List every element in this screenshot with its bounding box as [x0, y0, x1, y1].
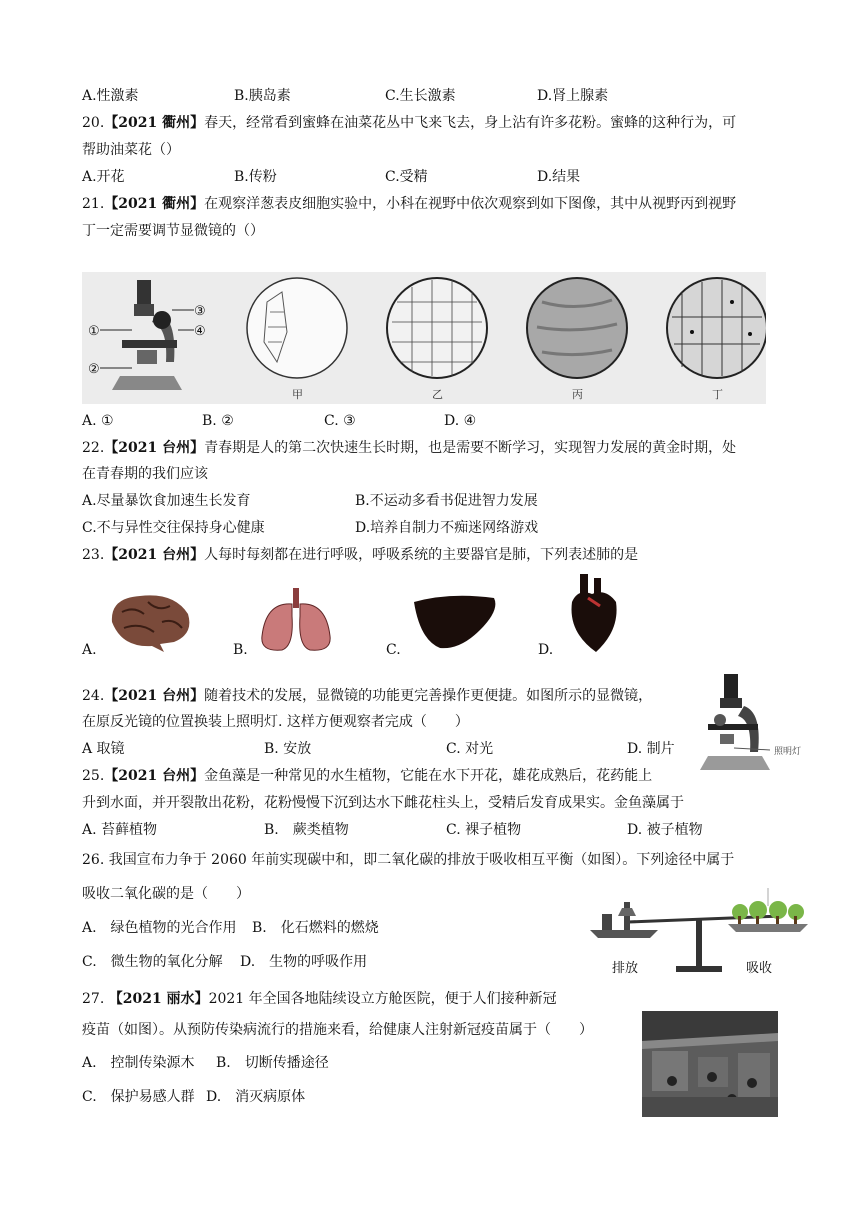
q26-line1	[82, 851, 734, 869]
organ-option-a: A.	[82, 642, 97, 658]
organ-option-c: C.	[386, 642, 401, 658]
option-c: C. 裸子植物	[446, 822, 522, 838]
q22-line1	[82, 439, 736, 457]
question-number: 27.	[82, 991, 105, 1007]
question-text: 春天，经常看到蜜蜂在油菜花丛中飞来飞去，身上沾有许多花粉。蜜蜂的这种行为，可	[204, 115, 737, 131]
option-c: C.受精	[385, 169, 428, 185]
question-number: 26.	[82, 852, 105, 868]
question-text: 随着技术的发展，显微镜的功能更完善操作更便捷。如图所示的显微镜，	[204, 688, 653, 704]
option-b: B. 安放	[264, 741, 312, 757]
question-tag: 【2021 台州】	[104, 768, 205, 784]
q27-line1	[82, 990, 557, 1008]
option-d: D.培养自制力不痴迷网络游戏	[355, 520, 539, 536]
question-number: 24.	[82, 688, 105, 704]
question-tag: 【2021 台州】	[104, 440, 205, 456]
option-c: C. ③	[324, 413, 356, 429]
view-label-yi: 乙	[432, 388, 443, 401]
option-a: A. 控制传染源木	[82, 1055, 195, 1071]
q25-line1	[82, 767, 652, 785]
question-text: 青春期是人的第二次快速生长时期，也是需要不断学习，实现智力发展的黄金时期，处	[204, 440, 737, 456]
option-a: A.开花	[82, 169, 125, 185]
option-c: C. 微生物的氧化分解	[82, 954, 223, 970]
q22-line2: 在青春期的我们应该	[82, 466, 208, 482]
q24-line2: 在原反光镜的位置换装上照明灯. 这样方便观察者完成（ ）	[82, 714, 469, 730]
q20-line1	[82, 114, 736, 132]
question-tag: 【2021 丽水】	[108, 991, 209, 1007]
organ-option-b: B.	[233, 642, 248, 658]
option-a: A.性激素	[82, 88, 139, 104]
option-b: B. 蕨类植物	[264, 822, 349, 838]
lamp-label: 照明灯	[774, 747, 802, 757]
question-text: 人每时每刻都在进行呼吸，呼吸系统的主要器官是肺，下列表述肺的是	[204, 547, 639, 563]
q21-line2: 丁一定需要调节显微镜的（）	[82, 223, 264, 239]
view-label-ding: 丁	[712, 388, 723, 401]
emission-label: 排放	[612, 961, 639, 976]
option-c: C. 保护易感人群	[82, 1089, 195, 1105]
option-b: B.传粉	[234, 169, 277, 185]
label-4: ④	[194, 324, 206, 339]
option-d: D. 被子植物	[627, 822, 703, 838]
option-b: B. ②	[202, 413, 234, 429]
question-number: 21.	[82, 196, 105, 212]
option-d: D.肾上腺素	[537, 88, 609, 104]
option-d: D. ④	[444, 413, 477, 429]
view-label-bing: 丙	[572, 388, 583, 401]
option-a: A. ①	[82, 413, 114, 429]
option-b: B. 化石燃料的燃烧	[252, 920, 379, 936]
option-b: B.不运动多看书促进智力发展	[355, 493, 538, 509]
question-number: 23.	[82, 547, 105, 563]
liver-image	[410, 590, 500, 652]
option-a: A.尽量暴饮食加速生长发育	[82, 493, 251, 509]
brain-image	[104, 588, 194, 652]
option-d: D. 消灭病原体	[206, 1089, 306, 1105]
option-b: B. 切断传播途径	[216, 1055, 329, 1071]
option-b: B.胰岛素	[234, 88, 291, 104]
question-text: 2021 年全国各地陆续设立方舱医院，便于人们接种新冠	[208, 991, 557, 1007]
microscope-lamp-image	[690, 672, 814, 780]
question-text: 金鱼藻是一种常见的水生植物，它能在水下开花，雄花成熟后，花药能上	[204, 768, 653, 784]
question-tag: 【2021 衢州】	[104, 115, 205, 131]
question-tag: 【2021 台州】	[104, 688, 205, 704]
question-number: 22.	[82, 440, 105, 456]
q21-line1	[82, 195, 736, 213]
lung-image	[256, 586, 336, 656]
question-number: 25.	[82, 768, 105, 784]
q23-line1	[82, 546, 638, 564]
option-c: C.生长激素	[385, 88, 456, 104]
option-c: C.不与异性交往保持身心健康	[82, 520, 265, 536]
label-3: ③	[194, 304, 206, 319]
option-d: D.结果	[537, 169, 581, 185]
option-d: D. 制片	[627, 741, 675, 757]
microscope-views-figure	[82, 272, 766, 404]
question-tag: 【2021 衢州】	[104, 196, 205, 212]
option-a: A. 苔藓植物	[82, 822, 158, 838]
q20-line2: 帮助油菜花（）	[82, 142, 180, 158]
label-2: ②	[88, 362, 100, 377]
question-tag: 【2021 台州】	[104, 547, 205, 563]
carbon-balance-image	[588, 886, 810, 982]
option-d: D. 生物的呼吸作用	[240, 954, 368, 970]
organ-option-d: D.	[538, 642, 554, 658]
q24-line1	[82, 687, 652, 705]
q27-line2: 疫苗（如图）。从预防传染病流行的措施来看，给健康人注射新冠疫苗属于（ ）	[82, 1022, 593, 1038]
absorption-label: 吸收	[746, 961, 773, 976]
question-text: 在观察洋葱表皮细胞实验中，小科在视野中依次观察到如下图像，其中从视野丙到视野	[204, 196, 737, 212]
question-number: 20.	[82, 115, 105, 131]
option-a: A 取镜	[82, 741, 125, 757]
heart-image	[566, 572, 622, 656]
vaccination-hall-photo	[642, 1011, 778, 1117]
label-1: ①	[88, 324, 100, 339]
q26-line2: 吸收二氧化碳的是（ ）	[82, 886, 250, 902]
question-text: 我国宣布力争于 2060 年前实现碳中和，即二氧化碳的排放于吸收相互平衡（如图）。下列途径中属于	[108, 852, 735, 868]
view-label-jia: 甲	[292, 388, 303, 401]
option-a: A. 绿色植物的光合作用	[82, 920, 237, 936]
q25-line2: 升到水面，并开裂散出花粉，花粉慢慢下沉到达水下雌花柱头上，受精后发育成果实。金鱼藻属于	[82, 795, 684, 811]
option-c: C. 对光	[446, 741, 494, 757]
